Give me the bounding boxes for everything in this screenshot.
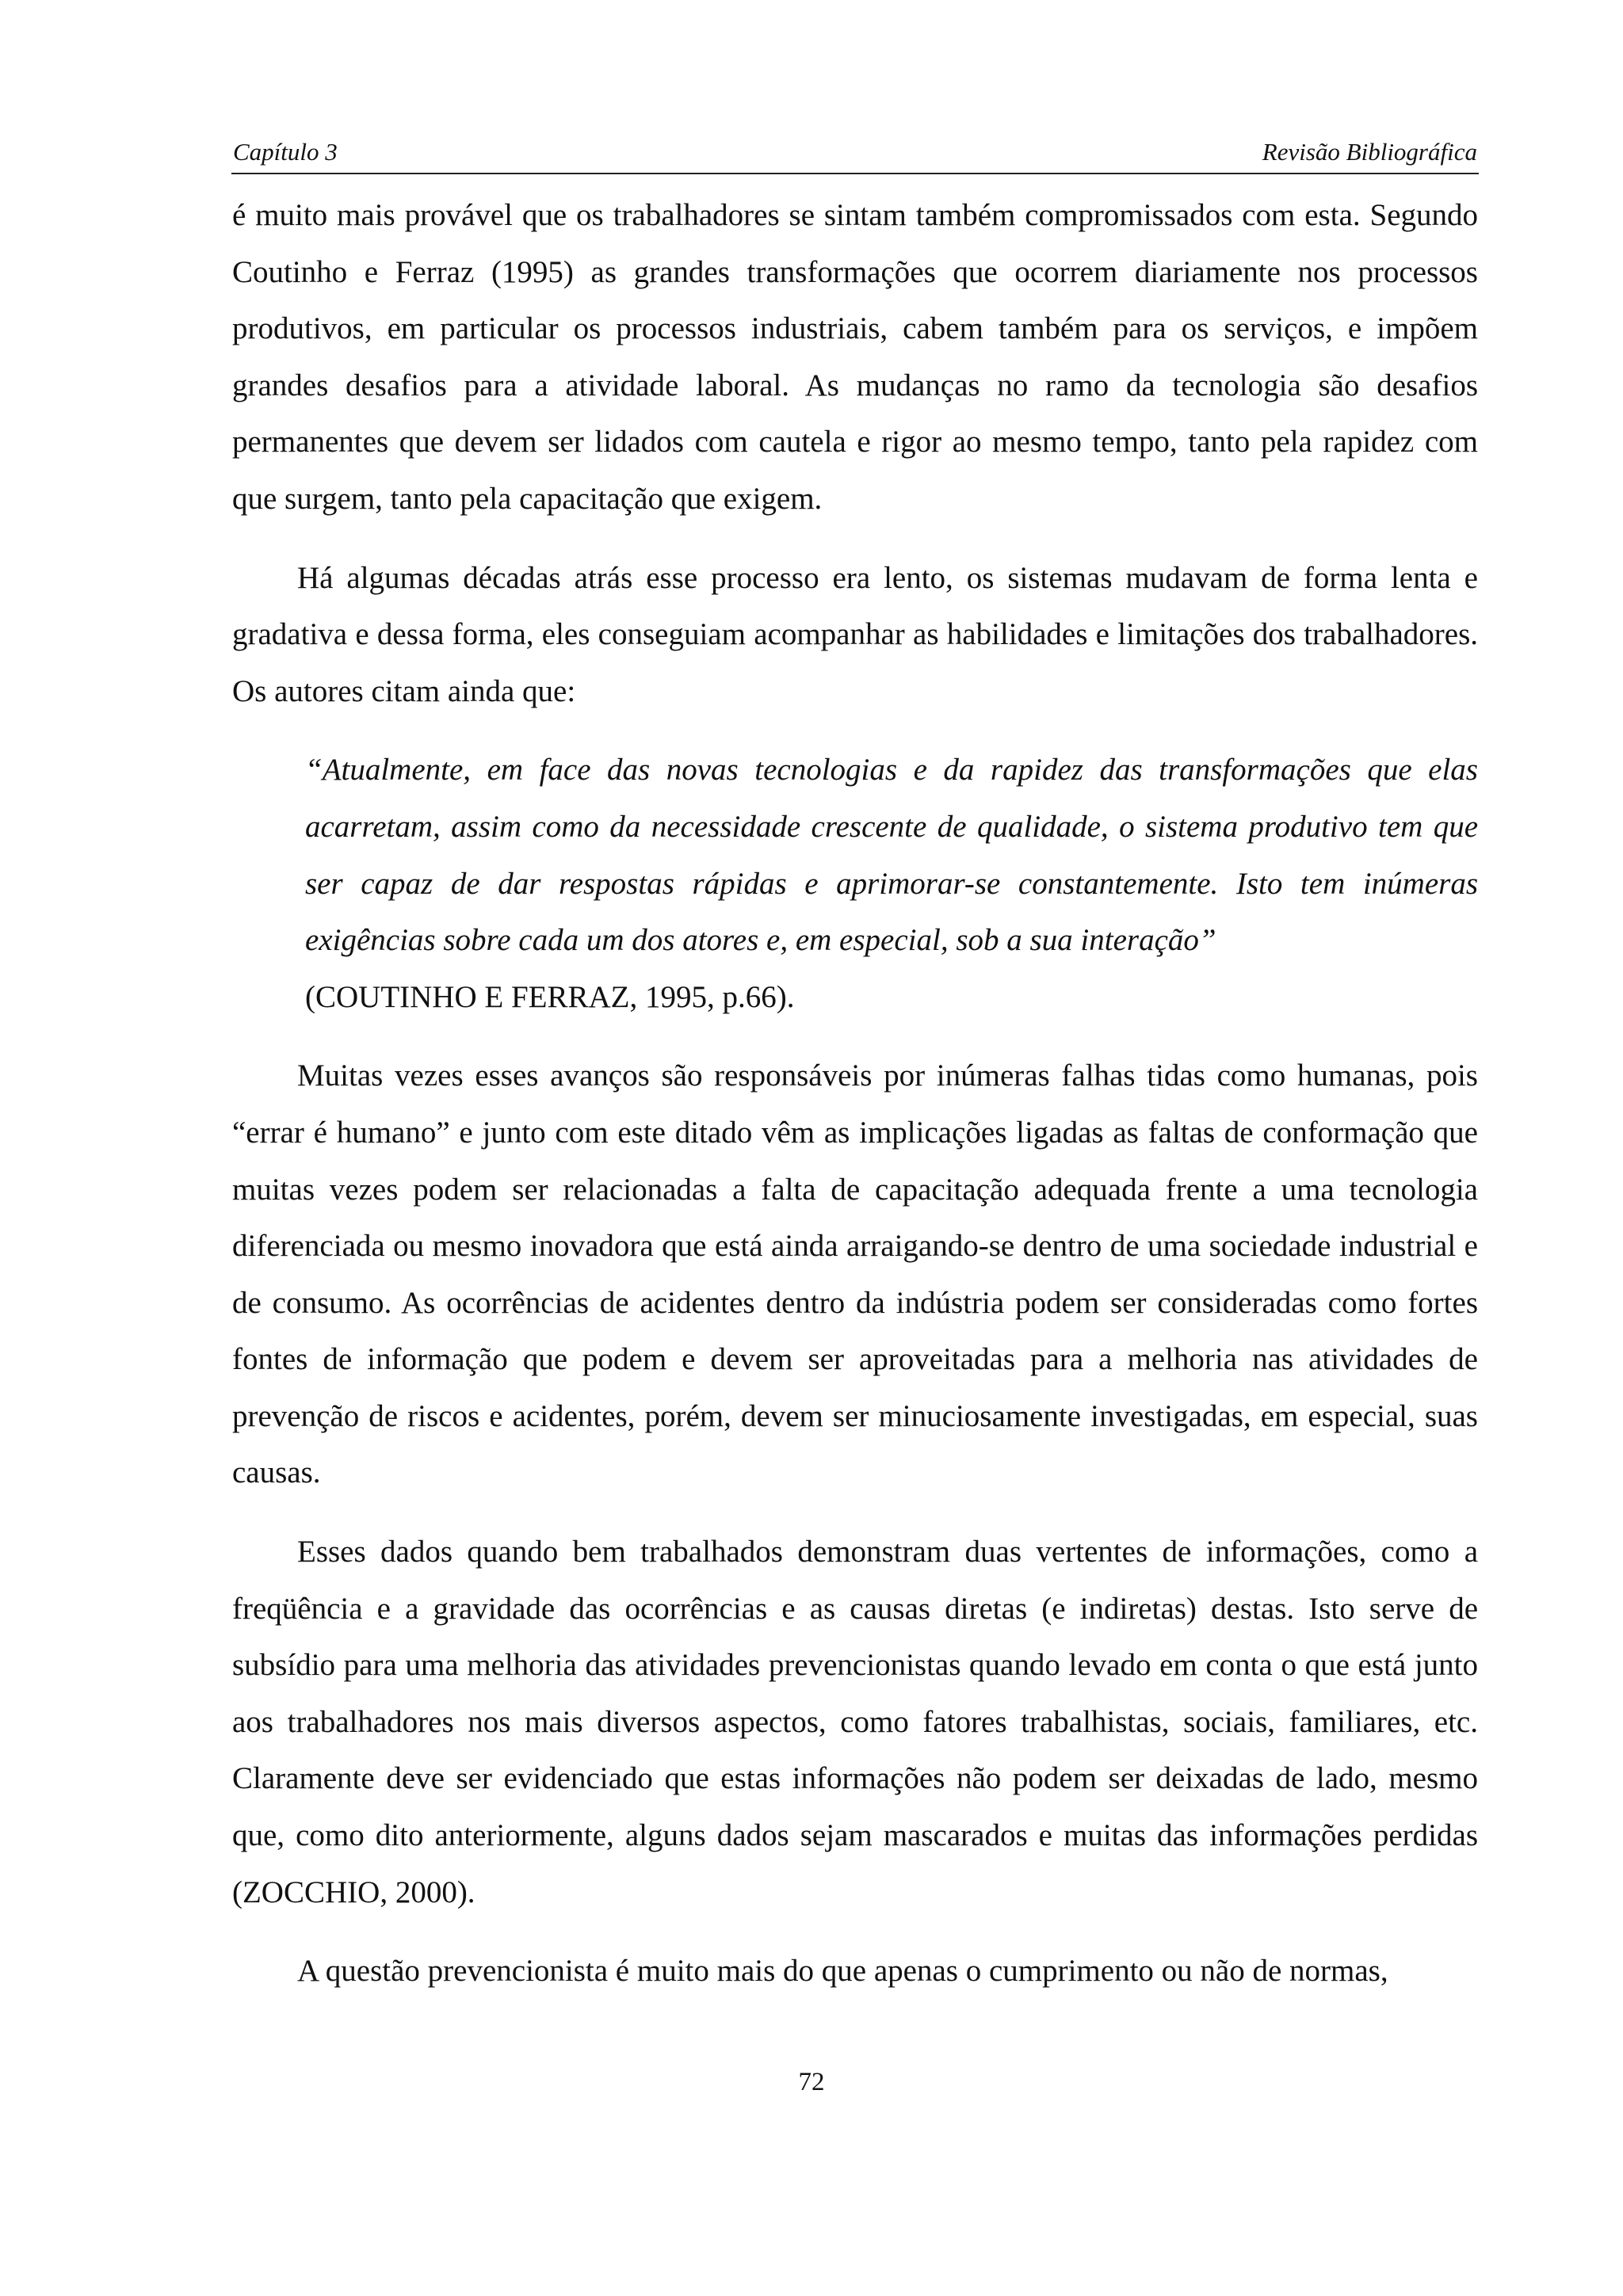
paragraph-continuation: é muito mais provável que os trabalhadores se sintam também compromissados com esta. Segundo Coutinho e Ferraz (1995) as grandes transformações que ocorrem diariamente nos processos produtivos, em particular os processos industriais, cabem também para os serviços, e impõem grandes desafios para a atividade laboral. As mudanças no ramo da tecnologia são desafios permanentes que devem ser lidados com cautela e rigor ao mesmo tempo, tanto pela rapidez com que surgem, tanto pela capacitação que exigem. <box>232 198 1478 516</box>
body-text <box>232 187 1478 2000</box>
paragraph-prevention: A questão prevencionista é muito mais do que apenas o cumprimento ou não de normas, <box>297 1954 1388 1989</box>
section-label: Revisão Bibliográfica <box>1262 138 1477 166</box>
paragraph-advances: Muitas vezes esses avanços são responsáveis por inúmeras falhas tidas como humanas, pois “errar é humano” e junto com este ditado vêm as implicações ligadas as faltas de conformação que muitas vezes podem ser relacionadas a falta de capacitação adequada frente a uma tecnologia diferenciada ou mesmo inovadora que está ainda arraigando-se dentro de uma sociedade industrial e de consumo. As ocorrências de acidentes dentro da indústria podem ser consideradas como fortes fontes de informação que podem e devem ser aproveitadas para a melhoria nas atividades de prevenção de riscos e acidentes, porém, devem ser minuciosamente investigadas, em especial, suas causas. <box>232 1058 1478 1490</box>
block-quote <box>305 742 1478 1025</box>
page-number: 72 <box>798 2068 825 2096</box>
chapter-label: Capítulo 3 <box>233 138 338 166</box>
paragraph-decades: Há algumas décadas atrás esse processo era lento, os sistemas mudavam de forma lenta e gradativa e dessa forma, eles conseguiam acompanhar as habilidades e limitações dos trabalhadores. Os autores citam ainda que: <box>232 560 1478 708</box>
quote-text: “Atualmente, em face das novas tecnologias e da rapidez das transformações que elas acarretam, assim como da necessidade crescente de qualidade, o sistema produtivo tem que ser capaz de dar respostas rápidas e aprimorar-se constantemente. Isto tem inúmeras exigências sobre cada um dos atores e, em especial, sob a sua interação” <box>305 753 1478 958</box>
running-header <box>231 133 1479 174</box>
paragraph-data: Esses dados quando bem trabalhados demonstram duas vertentes de informações, como a freqüência e a gravidade das ocorrências e as causas diretas (e indiretas) destas. Isto serve de subsídio para uma melhoria das atividades prevencionistas quando levado em conta o que está junto aos trabalhadores nos mais diversos aspectos, como fatores trabalhistas, sociais, familiares, etc. Claramente deve ser evidenciado que estas informações não podem ser deixadas de lado, mesmo que, como dito anteriormente, alguns dados sejam mascarados e muitas das informações perdidas (ZOCCHIO, 2000). <box>232 1535 1478 1909</box>
quote-citation: (COUTINHO E FERRAZ, 1995, p.66). <box>305 979 795 1014</box>
